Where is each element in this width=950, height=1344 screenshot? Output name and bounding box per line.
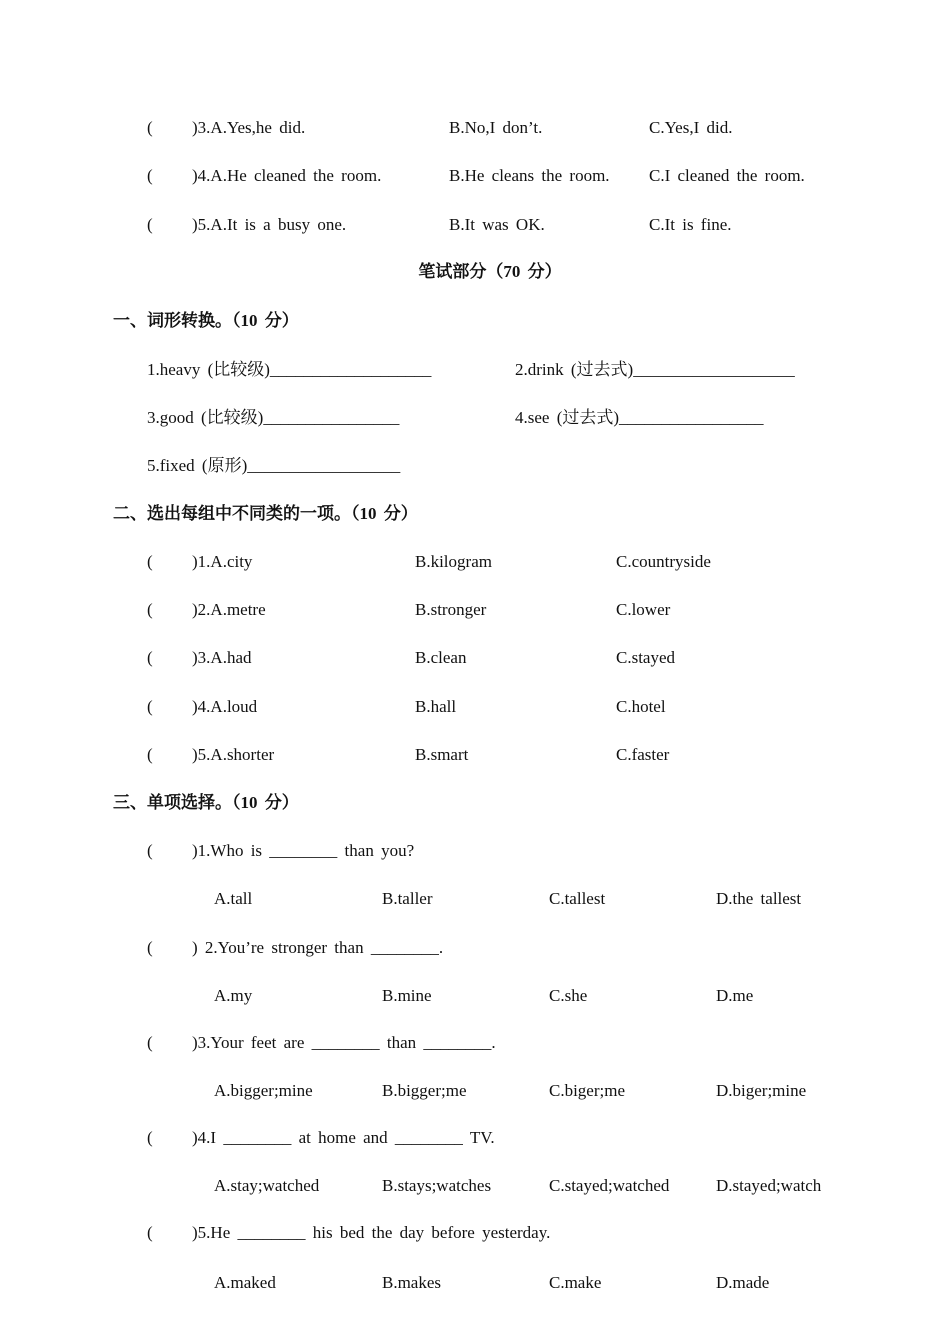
odd-one-q3-option-c: C.stayed xyxy=(616,648,676,667)
odd-one-q1-option-b: B.kilogram xyxy=(415,552,492,571)
mc-q2-option-b: B.mine xyxy=(382,986,432,1005)
listening-q3-option-a: )3.A.Yes,he did. xyxy=(192,118,306,137)
mc-q2-paren: ( xyxy=(147,938,153,957)
odd-one-q4-option-b: B.hall xyxy=(415,697,457,716)
word-form-item-1: 1.heavy (比较级)___________________ xyxy=(147,360,432,379)
listening-q4-option-b: B.He cleans the room. xyxy=(449,166,610,185)
mc-q5-paren: ( xyxy=(147,1223,153,1242)
word-form-item-3: 3.good (比较级)________________ xyxy=(147,408,400,427)
odd-one-q1-option-c: C.countryside xyxy=(616,552,711,571)
mc-q3-option-d: D.biger;mine xyxy=(716,1081,807,1100)
mc-q5-option-c: C.make xyxy=(549,1273,602,1292)
mc-q1-option-c: C.tallest xyxy=(549,889,606,908)
mc-q5-option-b: B.makes xyxy=(382,1273,442,1292)
mc-q2-stem: ) 2.You’re stronger than ________. xyxy=(192,938,444,957)
written-part-title: 笔试部分（70 分） xyxy=(418,262,562,281)
section3-title: 三、单项选择。（10 分） xyxy=(113,793,299,812)
mc-q3-option-b: B.bigger;me xyxy=(382,1081,467,1100)
odd-one-q5-option-b: B.smart xyxy=(415,745,469,764)
section2-title: 二、选出每组中不同类的一项。（10 分） xyxy=(113,504,418,523)
odd-one-q2-option-a: )2.A.metre xyxy=(192,600,266,619)
mc-q2-option-a: A.my xyxy=(214,986,253,1005)
mc-q5-stem: )5.He ________ his bed the day before yesterday. xyxy=(192,1223,551,1242)
mc-q3-paren: ( xyxy=(147,1033,153,1052)
mc-q4-stem: )4.I ________ at home and ________ TV. xyxy=(192,1128,495,1147)
mc-q4-option-a: A.stay;watched xyxy=(214,1176,320,1195)
mc-q4-paren: ( xyxy=(147,1128,153,1147)
mc-q5-option-d: D.made xyxy=(716,1273,770,1292)
odd-one-q5-option-c: C.faster xyxy=(616,745,670,764)
listening-q4-option-a: )4.A.He cleaned the room. xyxy=(192,166,382,185)
mc-q2-option-c: C.she xyxy=(549,986,588,1005)
odd-one-q4-option-a: )4.A.loud xyxy=(192,697,258,716)
mc-q4-option-c: C.stayed;watched xyxy=(549,1176,670,1195)
odd-one-q3-option-a: )3.A.had xyxy=(192,648,252,667)
mc-q1-paren: ( xyxy=(147,841,153,860)
odd-one-q5-option-a: )5.A.shorter xyxy=(192,745,275,764)
listening-q5-option-a: )5.A.It is a busy one. xyxy=(192,215,347,234)
mc-q1-stem: )1.Who is ________ than you? xyxy=(192,841,415,860)
mc-q3-stem: )3.Your feet are ________ than ________. xyxy=(192,1033,496,1052)
odd-one-q2-option-c: C.lower xyxy=(616,600,671,619)
listening-q4-option-c: C.I cleaned the room. xyxy=(649,166,805,185)
section1-title: 一、词形转换。（10 分） xyxy=(113,311,299,330)
mc-q2-option-d: D.me xyxy=(716,986,754,1005)
listening-q5-option-b: B.It was OK. xyxy=(449,215,545,234)
mc-q4-option-b: B.stays;watches xyxy=(382,1176,492,1195)
mc-q3-option-c: C.biger;me xyxy=(549,1081,626,1100)
listening-q5-paren: ( xyxy=(147,215,153,234)
odd-one-q5-paren: ( xyxy=(147,745,153,764)
word-form-item-2: 2.drink (过去式)___________________ xyxy=(515,360,795,379)
mc-q4-option-d: D.stayed;watch xyxy=(716,1176,822,1195)
listening-q3-paren: ( xyxy=(147,118,153,137)
word-form-item-5: 5.fixed (原形)__________________ xyxy=(147,456,401,475)
odd-one-q2-option-b: B.stronger xyxy=(415,600,487,619)
odd-one-q4-option-c: C.hotel xyxy=(616,697,666,716)
mc-q5-option-a: A.maked xyxy=(214,1273,276,1292)
listening-q4-paren: ( xyxy=(147,166,153,185)
listening-q5-option-c: C.It is fine. xyxy=(649,215,732,234)
listening-q3-option-c: C.Yes,I did. xyxy=(649,118,733,137)
listening-q3-option-b: B.No,I don’t. xyxy=(449,118,543,137)
odd-one-q3-option-b: B.clean xyxy=(415,648,467,667)
odd-one-q3-paren: ( xyxy=(147,648,153,667)
mc-q1-option-d: D.the tallest xyxy=(716,889,802,908)
odd-one-q2-paren: ( xyxy=(147,600,153,619)
mc-q1-option-a: A.tall xyxy=(214,889,253,908)
odd-one-q1-option-a: )1.A.city xyxy=(192,552,253,571)
odd-one-q4-paren: ( xyxy=(147,697,153,716)
odd-one-q1-paren: ( xyxy=(147,552,153,571)
word-form-item-4: 4.see (过去式)_________________ xyxy=(515,408,764,427)
mc-q1-option-b: B.taller xyxy=(382,889,433,908)
mc-q3-option-a: A.bigger;mine xyxy=(214,1081,313,1100)
